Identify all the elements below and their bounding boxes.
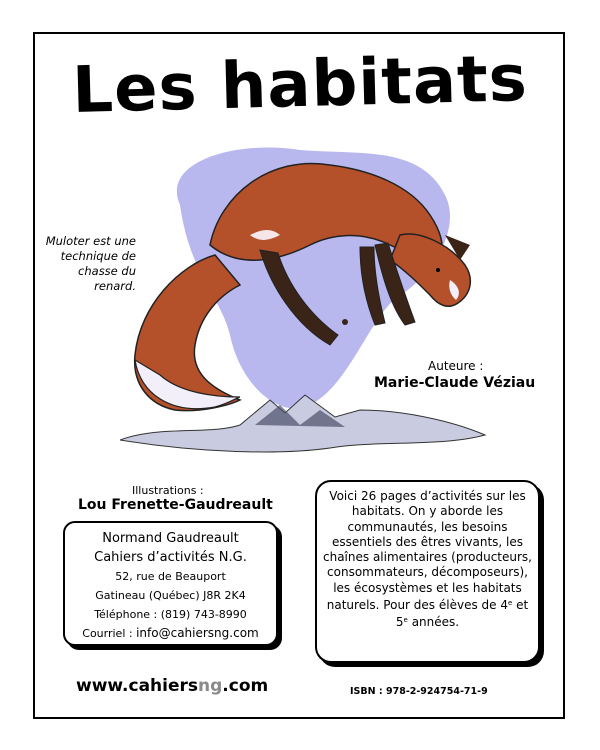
publisher-city: Gatineau (Québec) J8R 2K4: [95, 589, 246, 602]
publisher-phone-line: [65, 605, 276, 624]
grade-five: 5: [395, 615, 404, 630]
description-box: [315, 480, 540, 663]
website-prefix: www.cahiers: [76, 676, 198, 696]
publisher-box: [63, 521, 278, 646]
grade-four-suffix: e: [508, 599, 513, 608]
illustrations-label: Illustrations :: [132, 484, 204, 497]
grade-four: 4: [500, 598, 508, 613]
publisher-street: 52, rue de Beauport: [115, 570, 226, 583]
email-label: Courriel :: [82, 627, 133, 640]
phone-number: (819) 743-8990: [160, 608, 247, 621]
fox-caption: Muloter est une technique de chasse du renard.: [45, 234, 136, 293]
phone-label: Téléphone :: [94, 608, 158, 621]
publisher-name: Normand Gaudreault: [102, 531, 239, 546]
publisher-email-line: [65, 624, 276, 643]
grade-conjunction: et: [516, 598, 529, 613]
author-label: Auteure :: [428, 359, 484, 373]
description-end: années.: [411, 615, 460, 630]
page-title: Les habitats: [71, 42, 529, 128]
pouncing-fox-icon: [120, 135, 500, 465]
publisher-company: Cahiers d’activités N.G.: [94, 550, 247, 565]
illustrator-name: Lou Frenette-Gaudreault: [78, 497, 273, 513]
website-suffix: .com: [222, 676, 269, 696]
isbn-number: ISBN : 978-2-924754-71-9: [350, 686, 488, 697]
author-name: Marie-Claude Véziau: [374, 375, 536, 391]
email-link[interactable]: info@cahiersng.com: [136, 626, 259, 640]
website-ng: ng: [198, 676, 223, 696]
website-link[interactable]: [76, 676, 268, 696]
description-text: Voici 26 pages d’activités sur les habitats. On y aborde les communautés, les besoins essentiels des êtres vivants, les chaînes alimentaires (producteurs, consommateurs, décomposeurs), les écosystèmes et les habitats naturels. Pour des élèves de: [323, 489, 532, 613]
grade-five-suffix: e: [403, 616, 408, 625]
